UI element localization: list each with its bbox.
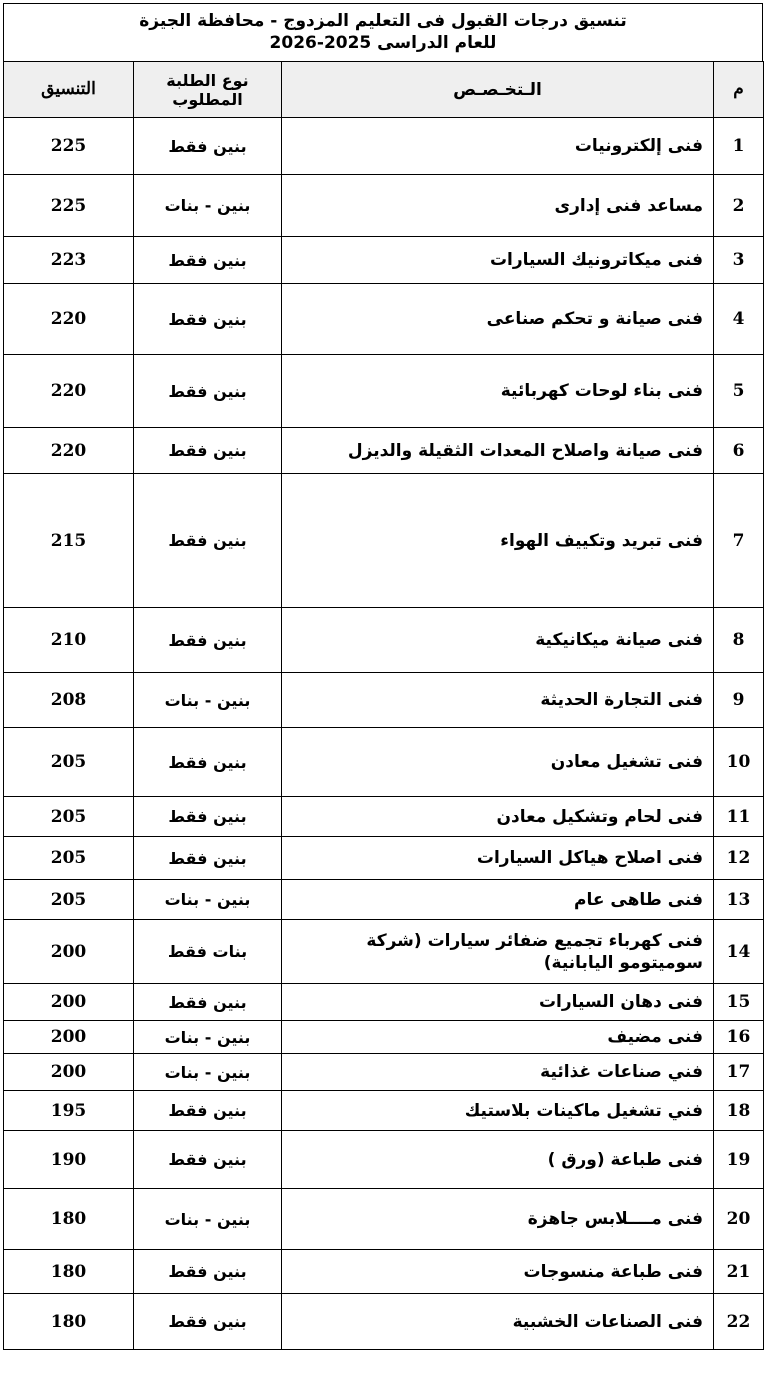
row-score: 180 bbox=[4, 1294, 134, 1350]
row-specialization: فنى كهرباء تجميع ضفائر سيارات (شركة سوميتومو اليابانية) bbox=[282, 920, 714, 984]
row-specialization: فنى طباعة (ورق ) bbox=[282, 1131, 714, 1189]
table-row bbox=[4, 1294, 764, 1350]
row-score: 225 bbox=[4, 175, 134, 237]
row-score: 225 bbox=[4, 118, 134, 175]
row-num: 18 bbox=[714, 1091, 764, 1131]
row-num: 14 bbox=[714, 920, 764, 984]
row-num: 17 bbox=[714, 1054, 764, 1091]
row-num: 21 bbox=[714, 1250, 764, 1294]
row-specialization: فنى صيانة واصلاح المعدات الثقيلة والديزل bbox=[282, 428, 714, 474]
row-gender: بنين فقط bbox=[134, 237, 282, 284]
row-specialization: فنى اصلاح هياكل السيارات bbox=[282, 837, 714, 880]
row-specialization: فنى صيانة و تحكم صناعى bbox=[282, 284, 714, 355]
header-row bbox=[4, 62, 764, 118]
table-row bbox=[4, 428, 764, 474]
row-score: 215 bbox=[4, 474, 134, 608]
table-row bbox=[4, 1021, 764, 1054]
row-num: 3 bbox=[714, 237, 764, 284]
table-row bbox=[4, 608, 764, 673]
admission-table bbox=[3, 61, 764, 1350]
row-num: 8 bbox=[714, 608, 764, 673]
row-gender: بنين فقط bbox=[134, 797, 282, 837]
row-num: 20 bbox=[714, 1189, 764, 1250]
table-row bbox=[4, 880, 764, 920]
row-gender: بنين فقط bbox=[134, 728, 282, 797]
row-specialization: فنى دهان السيارات bbox=[282, 984, 714, 1021]
row-score: 220 bbox=[4, 284, 134, 355]
row-specialization: فنى تشغيل معادن bbox=[282, 728, 714, 797]
row-gender: بنات فقط bbox=[134, 920, 282, 984]
table-row bbox=[4, 1189, 764, 1250]
row-specialization: فنى مضيف bbox=[282, 1021, 714, 1054]
row-num: 11 bbox=[714, 797, 764, 837]
row-score: 200 bbox=[4, 920, 134, 984]
row-score: 220 bbox=[4, 428, 134, 474]
row-num: 7 bbox=[714, 474, 764, 608]
row-num: 12 bbox=[714, 837, 764, 880]
row-num: 15 bbox=[714, 984, 764, 1021]
row-score: 205 bbox=[4, 728, 134, 797]
table-row bbox=[4, 284, 764, 355]
table-row bbox=[4, 984, 764, 1021]
table-row bbox=[4, 1131, 764, 1189]
row-gender: بنين - بنات bbox=[134, 880, 282, 920]
row-specialization: فنى الصناعات الخشبية bbox=[282, 1294, 714, 1350]
row-score: 200 bbox=[4, 1021, 134, 1054]
table-row bbox=[4, 474, 764, 608]
row-specialization: فنى ميكاترونيك السيارات bbox=[282, 237, 714, 284]
table-row bbox=[4, 175, 764, 237]
header-gender: نوع الطلبة المطلوب bbox=[134, 62, 282, 118]
row-gender: بنين فقط bbox=[134, 1091, 282, 1131]
table-row bbox=[4, 1250, 764, 1294]
row-score: 210 bbox=[4, 608, 134, 673]
table-body bbox=[4, 118, 764, 1350]
row-gender: بنين فقط bbox=[134, 428, 282, 474]
row-specialization: فني تشغيل ماكينات بلاستيك bbox=[282, 1091, 714, 1131]
table-row bbox=[4, 1091, 764, 1131]
row-specialization: فنى إلكترونيات bbox=[282, 118, 714, 175]
table-row bbox=[4, 673, 764, 728]
row-specialization: فنى بناء لوحات كهربائية bbox=[282, 355, 714, 428]
table-row bbox=[4, 728, 764, 797]
header-score: التنسيق bbox=[4, 62, 134, 118]
row-score: 223 bbox=[4, 237, 134, 284]
row-num: 6 bbox=[714, 428, 764, 474]
row-gender: بنين - بنات bbox=[134, 1189, 282, 1250]
row-specialization: مساعد فنى إدارى bbox=[282, 175, 714, 237]
row-specialization: فنى طاهى عام bbox=[282, 880, 714, 920]
table-row bbox=[4, 118, 764, 175]
title-line-1: تنسيق درجات القبول فى التعليم المزدوج - محافظة الجيزة bbox=[139, 11, 627, 31]
row-num: 13 bbox=[714, 880, 764, 920]
row-specialization: فنى تبريد وتكييف الهواء bbox=[282, 474, 714, 608]
row-specialization: فنى التجارة الحديثة bbox=[282, 673, 714, 728]
row-gender: بنين - بنات bbox=[134, 673, 282, 728]
row-gender: بنين فقط bbox=[134, 1250, 282, 1294]
row-gender: بنين فقط bbox=[134, 1131, 282, 1189]
row-num: 4 bbox=[714, 284, 764, 355]
row-specialization: فني صناعات غذائية bbox=[282, 1054, 714, 1091]
table-row bbox=[4, 1054, 764, 1091]
table-row bbox=[4, 355, 764, 428]
row-num: 22 bbox=[714, 1294, 764, 1350]
header-num: م bbox=[714, 62, 764, 118]
table-row bbox=[4, 797, 764, 837]
row-score: 200 bbox=[4, 984, 134, 1021]
row-score: 208 bbox=[4, 673, 134, 728]
row-score: 195 bbox=[4, 1091, 134, 1131]
row-score: 190 bbox=[4, 1131, 134, 1189]
row-specialization: فنى صيانة ميكانيكية bbox=[282, 608, 714, 673]
row-num: 19 bbox=[714, 1131, 764, 1189]
row-gender: بنين فقط bbox=[134, 984, 282, 1021]
row-gender: بنين فقط bbox=[134, 1294, 282, 1350]
table-row bbox=[4, 237, 764, 284]
row-gender: بنين فقط bbox=[134, 474, 282, 608]
row-specialization: فنى مــــلابس جاهزة bbox=[282, 1189, 714, 1250]
table-row bbox=[4, 920, 764, 984]
document-title bbox=[3, 3, 763, 61]
row-num: 5 bbox=[714, 355, 764, 428]
row-num: 1 bbox=[714, 118, 764, 175]
row-num: 10 bbox=[714, 728, 764, 797]
row-gender: بنين فقط bbox=[134, 118, 282, 175]
title-line-2: للعام الدراسى 2025-2026 bbox=[269, 33, 497, 53]
header-specialization: الـتخـصـص bbox=[282, 62, 714, 118]
row-score: 220 bbox=[4, 355, 134, 428]
row-gender: بنين - بنات bbox=[134, 175, 282, 237]
row-gender: بنين - بنات bbox=[134, 1021, 282, 1054]
row-score: 205 bbox=[4, 837, 134, 880]
row-score: 180 bbox=[4, 1250, 134, 1294]
row-gender: بنين - بنات bbox=[134, 1054, 282, 1091]
row-score: 205 bbox=[4, 880, 134, 920]
row-specialization: فنى لحام وتشكيل معادن bbox=[282, 797, 714, 837]
row-num: 2 bbox=[714, 175, 764, 237]
row-num: 16 bbox=[714, 1021, 764, 1054]
table-row bbox=[4, 837, 764, 880]
row-score: 180 bbox=[4, 1189, 134, 1250]
row-gender: بنين فقط bbox=[134, 608, 282, 673]
row-gender: بنين فقط bbox=[134, 355, 282, 428]
row-gender: بنين فقط bbox=[134, 284, 282, 355]
row-specialization: فنى طباعة منسوجات bbox=[282, 1250, 714, 1294]
row-score: 205 bbox=[4, 797, 134, 837]
row-gender: بنين فقط bbox=[134, 837, 282, 880]
row-score: 200 bbox=[4, 1054, 134, 1091]
row-num: 9 bbox=[714, 673, 764, 728]
